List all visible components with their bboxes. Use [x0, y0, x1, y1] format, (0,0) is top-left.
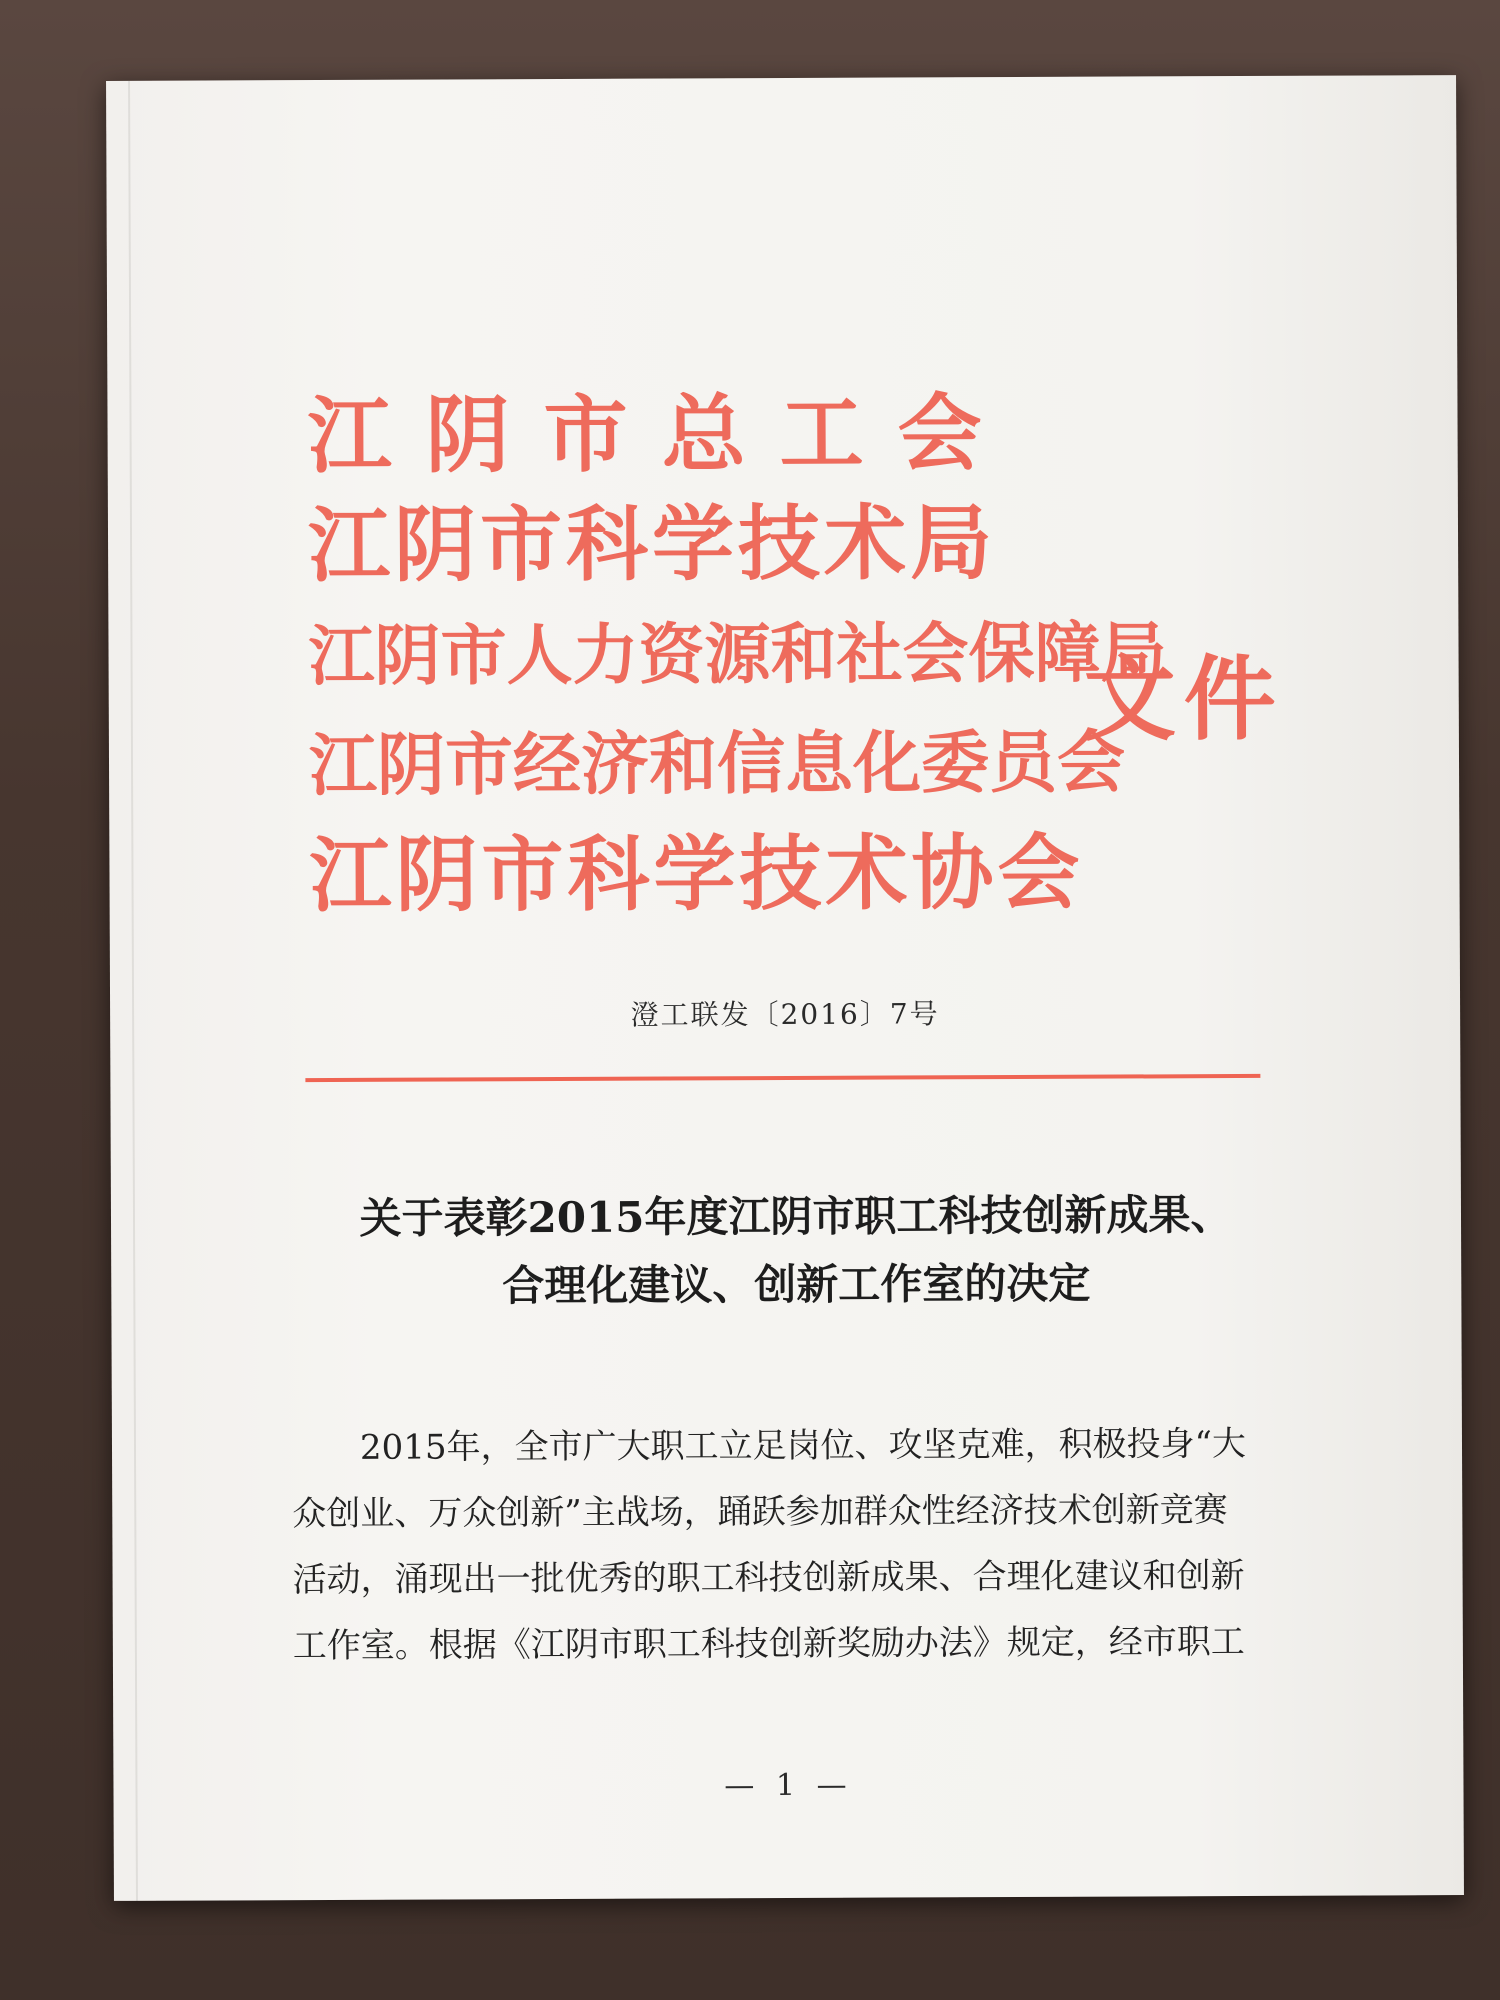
- issuer-name: 江阴市人力资源和社会保障局: [308, 613, 1167, 696]
- issuer-name: 江阴市总工会: [307, 382, 1016, 486]
- body-line: 2015年，全市广大职工立足岗位、攻坚克难，积极投身“大: [291, 1423, 1247, 1469]
- body-line: 众创业、万众创新”主战场，踊跃参加群众性经济技术创新竞赛: [292, 1490, 1228, 1535]
- issuer-name: 江阴市科学技术局: [307, 495, 997, 595]
- binding-edge: [128, 81, 138, 1901]
- document-title: [231, 1180, 1362, 1321]
- document-number: 澄工联发〔2016〕7号: [630, 997, 940, 1032]
- document-type-label: 文件: [1083, 644, 1284, 754]
- issuer-name: 江阴市经济和信息化委员会: [308, 722, 1126, 807]
- title-line-1: 关于表彰2015年度江阴市职工科技创新成果、: [359, 1190, 1233, 1243]
- body-paragraph: [292, 1411, 1273, 1679]
- red-divider-line: [305, 1074, 1260, 1082]
- issuer-list: [307, 382, 1167, 940]
- body-line: 工作室。根据《江阴市职工科技创新奖励办法》规定，经市职工: [292, 1621, 1245, 1667]
- document-page: [106, 75, 1464, 1901]
- issuer-name: 江阴市科学技术协会: [309, 824, 1084, 925]
- body-line: 活动，涌现出一批优秀的职工科技创新成果、合理化建议和创新: [292, 1556, 1245, 1601]
- title-line-2: 合理化建议、创新工作室的决定: [502, 1258, 1091, 1311]
- page-number: — 1 —: [724, 1767, 853, 1804]
